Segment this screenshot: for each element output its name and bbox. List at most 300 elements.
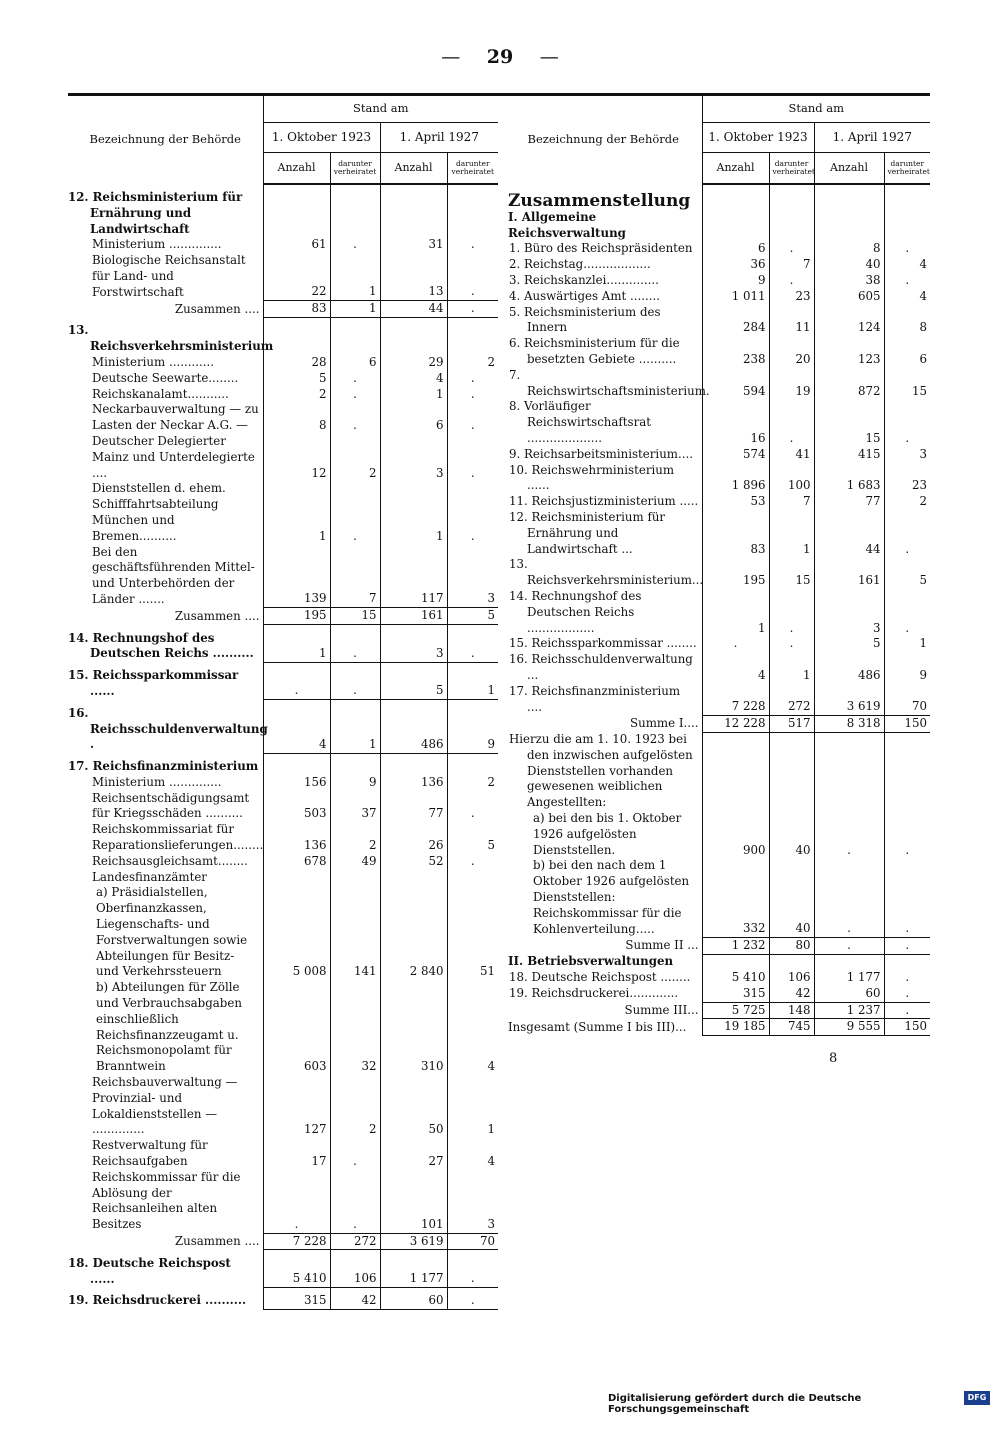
left-value: 3 <box>447 1170 498 1233</box>
left-row <box>68 355 498 371</box>
right-value: . <box>769 636 814 652</box>
right-value: 5 725 <box>702 1002 769 1019</box>
left-row <box>68 791 498 823</box>
left-value: . <box>330 481 380 544</box>
left-row <box>68 402 498 434</box>
right-row <box>505 241 930 257</box>
left-value: 2 840 <box>380 885 447 980</box>
left-label: Zusammen .... <box>174 1234 260 1248</box>
left-label: 15. Reichssparkommissar ...... <box>68 668 239 698</box>
right-label: 8. Vorläufiger Reichswirtschaftsrat .................... <box>509 399 652 445</box>
left-value: 13 <box>380 253 447 300</box>
left-value: 161 <box>380 608 447 625</box>
left-value: . <box>263 662 330 700</box>
left-value: 156 <box>263 775 330 791</box>
left-label: Biologische Reichsanstalt für Land- und Forstwirtschaft <box>92 253 246 299</box>
right-value <box>884 732 930 811</box>
right-value: 42 <box>769 986 814 1002</box>
right-value: 486 <box>814 652 884 684</box>
left-row <box>68 1287 498 1309</box>
right-value: 517 <box>769 715 814 732</box>
left-value: . <box>447 854 498 870</box>
right-row <box>505 970 930 986</box>
right-label: a) bei den bis 1. Oktober 1926 aufgelösten Dienststellen. <box>533 811 682 857</box>
right-value: 900 <box>702 811 769 858</box>
left-value <box>263 870 330 886</box>
right-value: 70 <box>884 684 930 716</box>
right-value: 4 <box>702 652 769 684</box>
left-value: 1 <box>447 1075 498 1138</box>
left-row <box>68 854 498 870</box>
right-value: 745 <box>769 1019 814 1036</box>
left-value: 1 <box>263 625 330 663</box>
right-row <box>505 636 930 652</box>
right-row <box>505 557 930 589</box>
left-row <box>68 481 498 544</box>
left-value: 136 <box>263 822 330 854</box>
right-value <box>702 210 769 242</box>
left-row <box>68 317 498 355</box>
right-value: 83 <box>702 510 769 557</box>
right-value: 7 228 <box>702 684 769 716</box>
left-value: . <box>330 662 380 700</box>
left-label: Ministerium .............. <box>92 237 222 252</box>
left-value: 4 <box>447 980 498 1075</box>
right-value: 1 <box>769 652 814 684</box>
right-value: 5 <box>814 636 884 652</box>
right-row <box>505 732 930 811</box>
left-value: . <box>447 434 498 481</box>
left-value: 315 <box>263 1287 330 1309</box>
left-label: 13. Reichsverkehrsministerium <box>68 323 274 354</box>
right-value: . <box>814 811 884 858</box>
right-row <box>505 257 930 273</box>
right-darunter1: darunter verheiratet <box>769 153 814 185</box>
right-row <box>505 510 930 557</box>
right-value: . <box>884 986 930 1002</box>
right-value: 872 <box>814 368 884 400</box>
right-row <box>505 494 930 510</box>
left-value: 49 <box>330 854 380 870</box>
left-value: . <box>447 371 498 387</box>
left-row <box>68 1075 498 1138</box>
right-value: . <box>769 241 814 257</box>
right-row <box>505 447 930 463</box>
left-row <box>68 822 498 854</box>
right-value: 4 <box>884 257 930 273</box>
right-row <box>505 305 930 337</box>
right-value: 11 <box>769 305 814 337</box>
right-value: 5 <box>884 557 930 589</box>
right-label: 18. Deutsche Reichspost ........ <box>509 970 691 985</box>
left-value: . <box>263 1170 330 1233</box>
page-number <box>0 46 1000 68</box>
right-row <box>505 336 930 368</box>
left-value: 50 <box>380 1075 447 1138</box>
right-label: 5. Reichsministerium des Innern <box>509 304 661 335</box>
left-value: 17 <box>263 1138 330 1170</box>
left-anzahl1: Anzahl <box>263 153 330 185</box>
right-value: . <box>884 970 930 986</box>
right-label: 11. Reichsjustizministerium ..... <box>509 494 699 509</box>
left-value: . <box>447 387 498 403</box>
left-value: 1 <box>447 662 498 700</box>
left-value: 9 <box>330 775 380 791</box>
left-row <box>68 434 498 481</box>
left-value <box>330 753 380 775</box>
left-label: Deutscher Delegierter Mainz und Unterdelegierte .... <box>92 433 255 480</box>
right-label: 3. Reichskanzlei.............. <box>509 272 659 287</box>
right-value: 3 619 <box>814 684 884 716</box>
left-label: 18. Deutsche Reichspost ...... <box>68 1255 231 1286</box>
right-stand-header: Stand am <box>702 95 930 123</box>
left-value: 5 <box>380 662 447 700</box>
left-value: . <box>447 253 498 300</box>
right-value: 40 <box>769 858 814 937</box>
right-value: . <box>814 858 884 937</box>
left-row <box>68 1233 498 1250</box>
right-row <box>505 589 930 636</box>
right-value: 60 <box>814 986 884 1002</box>
left-value <box>330 184 380 237</box>
right-value <box>702 732 769 811</box>
right-value <box>702 954 769 970</box>
right-value: 15 <box>769 557 814 589</box>
left-value <box>380 317 447 355</box>
left-value: 22 <box>263 253 330 300</box>
right-value <box>769 732 814 811</box>
left-value: 5 <box>447 822 498 854</box>
left-value: 141 <box>330 885 380 980</box>
right-value <box>814 954 884 970</box>
right-label: 15. Reichssparkommissar ........ <box>509 636 697 651</box>
left-value: 127 <box>263 1075 330 1138</box>
right-value: 40 <box>814 257 884 273</box>
right-value: 1 237 <box>814 1002 884 1019</box>
left-value: 26 <box>380 822 447 854</box>
right-label: 2. Reichstag.................. <box>509 257 651 272</box>
right-value: 6 <box>884 336 930 368</box>
right-label: 13. Reichsverkehrsministerium... <box>509 557 704 588</box>
right-label: Summe II ... <box>625 938 699 953</box>
right-value: 150 <box>884 715 930 732</box>
digitization-credit: Digitalisierung gefördert durch die Deutsche Forschungsgemeinschaft <box>608 1393 862 1415</box>
right-value: 272 <box>769 684 814 716</box>
right-value: . <box>884 510 930 557</box>
left-value: 42 <box>330 1287 380 1309</box>
left-value: 2 <box>330 434 380 481</box>
page-number-value: 29 <box>486 46 514 68</box>
left-value: 12 <box>263 434 330 481</box>
left-value: . <box>447 1250 498 1288</box>
left-label: 16. Reichsschuldenverwaltung . <box>68 705 268 752</box>
left-value: . <box>330 1138 380 1170</box>
right-value <box>884 210 930 242</box>
left-value: 3 619 <box>380 1233 447 1250</box>
left-label: b) Abteilungen für Zölle und Verbrauchsabgaben einschließlich Reichsfinanzzeugamt u. Reichsmonopolamt für Branntwein <box>96 980 242 1074</box>
left-row <box>68 700 498 753</box>
left-value: . <box>447 625 498 663</box>
dash-left: — <box>441 46 461 68</box>
left-row <box>68 870 498 886</box>
right-row <box>505 652 930 684</box>
left-value: 5 410 <box>263 1250 330 1288</box>
left-value: . <box>447 1287 498 1309</box>
left-value: . <box>330 625 380 663</box>
right-value: 7 <box>769 494 814 510</box>
left-value: 310 <box>380 980 447 1075</box>
left-value: 6 <box>380 402 447 434</box>
right-label: Summe III... <box>624 1003 699 1018</box>
right-value: 238 <box>702 336 769 368</box>
right-value: . <box>884 811 930 858</box>
right-row <box>505 289 930 305</box>
left-row <box>68 753 498 775</box>
left-desc-header: Bezeichnung der Behörde <box>89 131 241 146</box>
right-value: 3 <box>884 447 930 463</box>
left-value <box>447 753 498 775</box>
left-row <box>68 662 498 700</box>
right-value: . <box>884 589 930 636</box>
right-value: 1 232 <box>702 937 769 954</box>
left-value: 1 <box>330 700 380 753</box>
right-label: 19. Reichsdruckerei............. <box>509 986 679 1001</box>
left-label: Reichskanalamt........... <box>92 386 229 401</box>
right-value: 7 <box>769 257 814 273</box>
left-value <box>380 753 447 775</box>
right-label: 14. Rechnungshof des Deutschen Reichs .................. <box>509 588 642 635</box>
left-label: Reichsausgleichsamt........ <box>92 853 248 868</box>
right-row <box>505 1002 930 1019</box>
right-anzahl1: Anzahl <box>702 153 769 185</box>
left-value: 60 <box>380 1287 447 1309</box>
left-label: Zusammen .... <box>174 608 260 623</box>
left-label: Landesfinanzämter <box>92 869 207 884</box>
left-table <box>68 95 498 1310</box>
left-row <box>68 1170 498 1233</box>
right-desc-header: Bezeichnung der Behörde <box>527 131 679 146</box>
left-date2-header: 1. April 1927 <box>380 123 498 153</box>
left-label: Ministerium ............ <box>92 354 214 369</box>
right-value: 124 <box>814 305 884 337</box>
right-value: . <box>884 858 930 937</box>
right-value: 161 <box>814 557 884 589</box>
left-value: 15 <box>330 608 380 625</box>
right-value: 8 <box>814 241 884 257</box>
left-value: 486 <box>380 700 447 753</box>
left-value: 139 <box>263 545 330 608</box>
left-value: 31 <box>380 237 447 253</box>
left-value: 2 <box>447 775 498 791</box>
right-label: Insgesamt (Summe I bis III)... <box>508 1019 687 1034</box>
left-row <box>68 545 498 608</box>
right-value: 9 555 <box>814 1019 884 1036</box>
left-value: 6 <box>330 355 380 371</box>
right-row <box>505 858 930 937</box>
left-value: . <box>447 791 498 823</box>
left-value: 101 <box>380 1170 447 1233</box>
left-value: . <box>447 402 498 434</box>
left-row <box>68 775 498 791</box>
left-row <box>68 371 498 387</box>
right-value: 5 410 <box>702 970 769 986</box>
left-value <box>447 870 498 886</box>
right-row <box>505 986 930 1002</box>
left-value: 1 <box>263 481 330 544</box>
right-value: 605 <box>814 289 884 305</box>
right-value: 594 <box>702 368 769 400</box>
left-label: Reichsbauverwaltung — Provinzial- und Lokaldienststellen — .............. <box>92 1075 238 1137</box>
right-value: 38 <box>814 273 884 289</box>
left-row <box>68 625 498 663</box>
left-row <box>68 1250 498 1288</box>
left-value: 77 <box>380 791 447 823</box>
left-value: 2 <box>447 355 498 371</box>
left-darunter1: darunter verheiratet <box>330 153 380 185</box>
left-value: 5 008 <box>263 885 330 980</box>
left-value: 29 <box>380 355 447 371</box>
left-value: 136 <box>380 775 447 791</box>
left-value: 1 <box>330 301 380 318</box>
left-value: 2 <box>330 822 380 854</box>
left-row <box>68 980 498 1075</box>
right-label: 4. Auswärtiges Amt ........ <box>509 288 660 303</box>
left-value: . <box>447 481 498 544</box>
left-value <box>380 870 447 886</box>
left-stand-header: Stand am <box>263 95 498 123</box>
left-value: 8 <box>263 402 330 434</box>
right-value: 1 011 <box>702 289 769 305</box>
left-value: 32 <box>330 980 380 1075</box>
right-label: 17. Reichsfinanzministerium .... <box>509 683 681 714</box>
left-value <box>447 317 498 355</box>
left-value: 27 <box>380 1138 447 1170</box>
left-label: Reichsentschädigungsamt für Kriegsschäden .......... <box>92 790 250 821</box>
left-value: . <box>447 301 498 318</box>
right-anzahl2: Anzahl <box>814 153 884 185</box>
left-value <box>330 870 380 886</box>
left-value: 83 <box>263 301 330 318</box>
right-value: 20 <box>769 336 814 368</box>
right-darunter2: darunter verheiratet <box>884 153 930 185</box>
left-row <box>68 387 498 403</box>
right-value: . <box>884 241 930 257</box>
left-value: . <box>330 387 380 403</box>
dash-right: — <box>539 46 559 68</box>
right-value <box>769 210 814 242</box>
right-value: 2 <box>884 494 930 510</box>
right-value <box>814 210 884 242</box>
left-value: 61 <box>263 237 330 253</box>
left-value <box>263 753 330 775</box>
left-value: 5 <box>447 608 498 625</box>
right-row <box>505 273 930 289</box>
left-label: a) Präsidialstellen, Oberfinanzkassen, Liegenschafts- und Forstverwaltungen sowie Abteilungen für Besitz- und Verkehrssteuern <box>96 885 248 979</box>
left-value: 70 <box>447 1233 498 1250</box>
right-value: 9 <box>884 652 930 684</box>
right-value: . <box>702 636 769 652</box>
left-label: 19. Reichsdruckerei .......... <box>68 1293 247 1308</box>
left-value: 195 <box>263 608 330 625</box>
summary-title: Zusammenstellung <box>508 191 691 211</box>
right-label: Hierzu die am 1. 10. 1923 bei den inzwischen aufgelösten Dienststellen vorhanden gewesenen weiblichen Angestellten: <box>509 732 693 810</box>
left-anzahl2: Anzahl <box>380 153 447 185</box>
left-value: 9 <box>447 700 498 753</box>
left-label: Neckarbauverwaltung — zu Lasten der Neckar A.G. — <box>92 402 259 433</box>
left-value: 51 <box>447 885 498 980</box>
right-value: 1 683 <box>814 463 884 495</box>
right-label: b) bei den nach dem 1 Oktober 1926 aufgelösten Dienststellen: Reichskommissar für die Kohlenverteilung..... <box>533 858 690 936</box>
right-value: 100 <box>769 463 814 495</box>
right-value: 53 <box>702 494 769 510</box>
left-value: . <box>330 402 380 434</box>
left-row <box>68 885 498 980</box>
footer-number: 8 <box>829 1051 838 1066</box>
left-darunter2: darunter verheiratet <box>447 153 498 185</box>
right-value: 36 <box>702 257 769 273</box>
right-value: 12 228 <box>702 715 769 732</box>
left-value: 2 <box>263 387 330 403</box>
left-value: 4 <box>380 371 447 387</box>
right-value: . <box>884 273 930 289</box>
left-value: 503 <box>263 791 330 823</box>
left-row <box>68 237 498 253</box>
right-row <box>505 954 930 970</box>
right-value: 150 <box>884 1019 930 1036</box>
dfg-logo: DFG <box>964 1391 990 1405</box>
left-row <box>68 253 498 300</box>
left-value: 52 <box>380 854 447 870</box>
left-label: 12. Reichsministerium für Ernährung und Landwirtschaft <box>68 190 243 236</box>
left-value: 272 <box>330 1233 380 1250</box>
left-label: Ministerium .............. <box>92 774 222 789</box>
right-label: 6. Reichsministerium für die besetzten Gebiete .......... <box>509 336 680 366</box>
right-value: 44 <box>814 510 884 557</box>
right-value: 332 <box>702 858 769 937</box>
left-row <box>68 301 498 318</box>
right-value: 15 <box>884 368 930 400</box>
right-value <box>884 954 930 970</box>
left-value: 117 <box>380 545 447 608</box>
right-row <box>505 399 930 446</box>
right-value: 19 185 <box>702 1019 769 1036</box>
right-value: 16 <box>702 399 769 446</box>
right-value: . <box>769 273 814 289</box>
left-value: 7 <box>330 545 380 608</box>
right-value: 6 <box>702 241 769 257</box>
left-value <box>380 184 447 237</box>
right-value <box>814 732 884 811</box>
right-row <box>505 715 930 732</box>
right-row <box>505 210 930 242</box>
right-value: 23 <box>769 289 814 305</box>
left-value: 1 <box>330 253 380 300</box>
right-value: 15 <box>814 399 884 446</box>
right-row <box>505 684 930 716</box>
right-table-body <box>505 184 930 1036</box>
left-date1-header: 1. Oktober 1923 <box>263 123 380 153</box>
right-label: Summe I.... <box>630 716 699 731</box>
right-label: 16. Reichsschuldenverwaltung ... <box>509 652 693 682</box>
right-value: 195 <box>702 557 769 589</box>
right-value: 41 <box>769 447 814 463</box>
left-row <box>68 184 498 237</box>
left-value: . <box>330 371 380 387</box>
left-row <box>68 608 498 625</box>
left-label: 14. Rechnungshof des Deutschen Reichs .......... <box>68 630 254 661</box>
left-value: 4 <box>263 700 330 753</box>
left-value: 1 177 <box>380 1250 447 1288</box>
